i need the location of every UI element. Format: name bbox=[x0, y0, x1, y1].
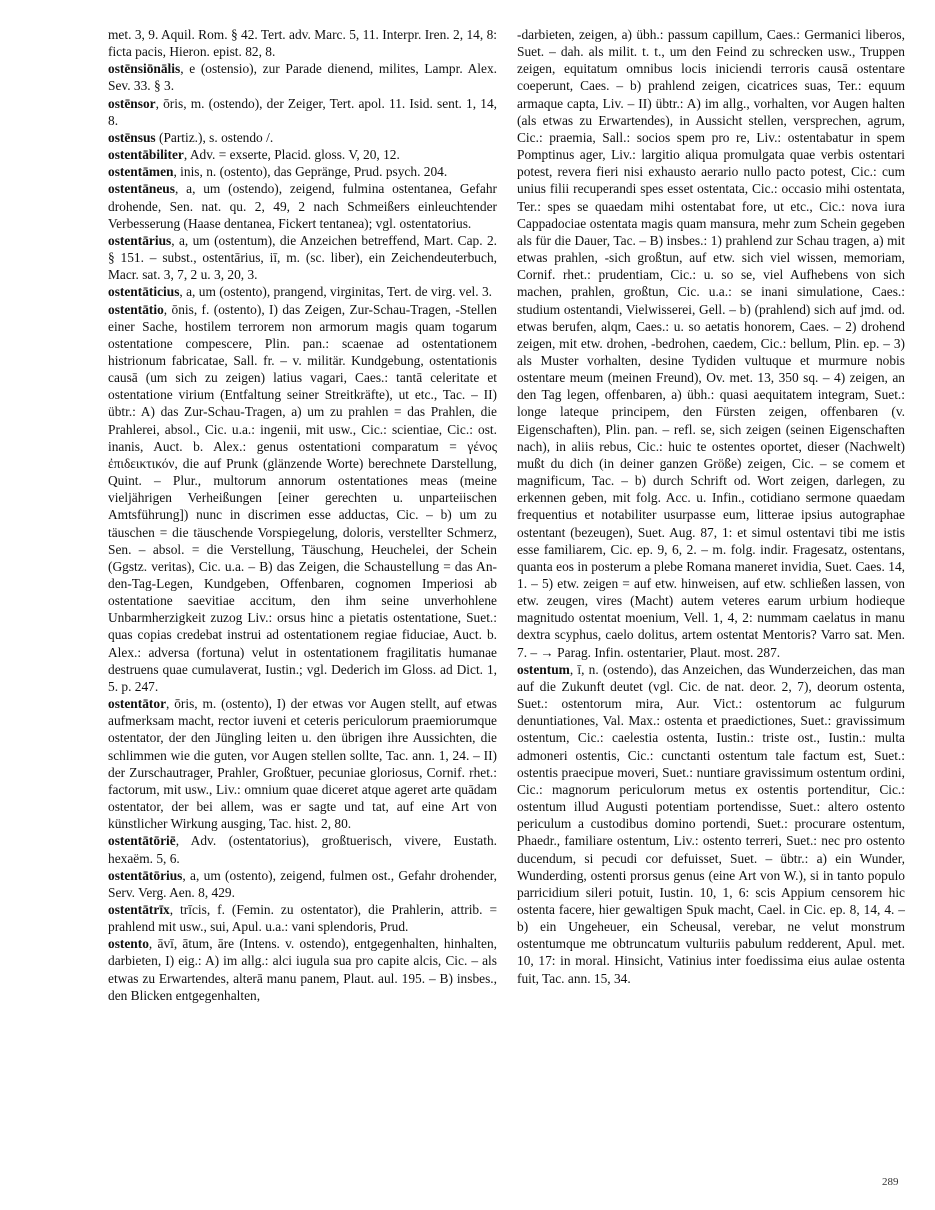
right-column bbox=[517, 26, 905, 987]
headword: ostentātor bbox=[108, 696, 167, 712]
entry bbox=[108, 832, 497, 866]
headword: ostēnsor bbox=[108, 95, 156, 111]
entry bbox=[108, 95, 497, 129]
headword: ostentāmen bbox=[108, 164, 174, 180]
entry-text: , Adv. = exserte, Placid. gloss. V, 20, 12. bbox=[183, 147, 400, 163]
entry-text: , ōnis, f. (ostento), I) das Zeigen, Zur-Schau-Tragen, -Stellen einer Sache, hostilem terrorem non armorum magis quam togarum ostentatione compescere, Plin. pan.: scaenae ad ostentationem histrionum fabricatae, Sall. fr. – v. militär. Kundgebung, ostentationis causā (um sich zu zeigen) latius vagari, Caes.: tantā celeritate et ostentatione virium (Entfaltung seiner Streitkräfte), ut etc., Tac. – II) übtr.: A) das Zur-Schau-Tragen, a) um zu prahlen = das Prahlen, die Prahlerei, absol., Cic. u.a.: ingenii, mit usw., Cic.: scientiae, Cic.: ost. inanis, Auct. b. Alex.: genus ostentationi comparatum = γένος ἐπιδεικτικόν, die auf Prunk (glänzende Worte) berechnete Darstellung, Quint. – Plur., multorum annorum ostentationes meas (meine vieljährigen Verheißungen [einer gerechten u. unparteiischen Amtsführung]) nunc in discrimen esse adductas, Cic. – b) um zu täuschen = die täuschende Vorspiegelung, doloris, verstellter Schmerz, Sen. – absol. = die Verstellung, Täuschung, Heuchelei, der Schein (Ggstz. veritas), Cic. u.a. – B) das Zeigen, die Schaustellung = das An-den-Tag-Legen, Kundgeben, Offenbaren, cognomen Imperiosi ab ostentatione saevitiae accitum, den ihm seine unverhohlene Unbarmherzigkeit zuzog Liv.: orsus hinc a pietatis ostentatione, Suet.: quas copias credebat instrui ad ostentationem regiae fiduciae, Auct. b. Alex.: adversa (fortuna) velut in ostentationem fragilitatis humanae destruens quae cumulaverat, Iustin.; vgl. Dederich im Gloss. ad Dict. 1, 5. p. 247. bbox=[108, 301, 497, 694]
entry bbox=[108, 867, 497, 901]
entry bbox=[517, 661, 905, 987]
headword: ostentāticius bbox=[108, 284, 180, 300]
entry-text: , a, um (ostento), zeigend, fulmen ost., Gefahr drohender, Serv. Verg. Aen. 8, 429. bbox=[108, 867, 497, 900]
entry bbox=[108, 695, 497, 832]
headword: ostentāneus bbox=[108, 181, 175, 197]
entry-text: (Partiz.), s. ostendo /. bbox=[155, 129, 274, 145]
entry-text: , e (ostensio), zur Parade dienend, milites, Lampr. Alex. Sev. 33. § 3. bbox=[108, 61, 497, 94]
entry bbox=[108, 163, 497, 180]
entry bbox=[108, 129, 497, 146]
headword: ostentātōriē bbox=[108, 833, 176, 849]
entry bbox=[108, 283, 497, 300]
headword: ostentārius bbox=[108, 232, 172, 248]
entry-text: , a, um (ostendo), zeigend, fulmina ostentanea, Gefahr drohende, Sen. nat. qu. 2, 49, 2 nach Schmeißers einleuchtender Verbesserung (Haase dentanea, Fickert tentanea); vgl. ostentatorius. bbox=[108, 181, 497, 231]
entry: met. 3, 9. Aquil. Rom. § 42. Tert. adv. Marc. 5, 11. Interpr. Iren. 2, 14, 8: ficta pacis, Hieron. epist. 82, 8. bbox=[108, 27, 497, 60]
entry-text: , ī, n. (ostendo), das Anzeichen, das Wunderzeichen, das man auf die Zukunft deutet (vgl. Cic. de nat. deor. 2, 7), deorum ostenta, Suet.: ostentorum mira, Aur. Vict.: ostentorum ac fulgurum denuntiationes, Val. Max.: ostenta et praedictiones, Suet.: gravissimum ostentum, Cic.: caelestia ostenta, Iustin.: triste ost., Iustin.: multa admoneri ostentis, Cic.: cunctanti ostentum tale factum est, Suet.: ostentis praecipue moveri, Suet.: nuntiare gravissimum ostentum ordini, Cic.: magnorum periculorum metus ex ostentis portenditur, Cic.: ostentum illud Augusti potentiam portendisse, Suet.: altero ostento periculum a custodibus domino portendi, Suet.: procurare ostentum, Phaedr., familiare ostentum, Liv.: ostento terreri, Suet.: nec pro ostento ducendum, si pecudi cor defuisset, Suet. – übtr.: a) ein Wunder, Wunderding, ostenti prorsus genus (eine Art von W.), si in tanto populo parricidium sileri potuit, Iustin. 10, 1, 6: scis Appium censorem hic ostenta facere, hier gewaltigen Spuk macht, Cael. in Cic. ep. 8, 14, 4. – b) ein Ungeheuer, ein Scheusal, verebar, ne velut monstrum ostentumque me obtruncatum vulturiis pabulum redderent, Apul. met. 10, 17: in moral. Hinsicht, Vatinius inter foedissima eius aulae ostenta fuit, Tac. ann. 15, 34. bbox=[517, 661, 905, 986]
entry bbox=[108, 146, 497, 163]
headword: ostēnsus bbox=[108, 129, 156, 145]
headword: ostēnsiōnālis bbox=[108, 61, 181, 77]
headword: ostento bbox=[108, 936, 149, 952]
entry-text: , Adv. (ostentatorius), großtuerisch, vivere, Eustath. hexaëm. 5, 6. bbox=[108, 833, 497, 866]
headword: ostentum bbox=[517, 661, 570, 677]
entry bbox=[108, 901, 497, 935]
entry bbox=[108, 232, 497, 283]
entry-text: , a, um (ostento), prangend, virginitas, Tert. de virg. vel. 3. bbox=[179, 284, 492, 300]
entry bbox=[108, 180, 497, 231]
headword: ostentātōrius bbox=[108, 867, 183, 883]
entry-text: , a, um (ostentum), die Anzeichen betreffend, Mart. Cap. 2. § 151. – subst., ostentārius, iī, m. (sc. liber), ein Zeichendeuterbuch, Macr. sat. 3, 7, 2 u. 3, 20, 3. bbox=[108, 232, 497, 283]
left-column bbox=[108, 26, 497, 1004]
headword: ostentātrīx bbox=[108, 901, 170, 917]
entry-text: , āvī, ātum, āre (Intens. v. ostendo), entgegenhalten, hinhalten, darbieten, I) eig.: A) im allg.: alci iugula sua pro capite alcis, Cic. – als etwas zu Erwartendes, alterā manu panem, Plaut. aul. 195. – B) insbes., den Blicken entgegenhalten, bbox=[108, 936, 497, 1003]
entry-text: , inis, n. (ostento), das Gepränge, Prud. psych. 204. bbox=[173, 164, 448, 180]
entry-text: , trīcis, f. (Femin. zu ostentator), die Prahlerin, attrib. = prahlend mit usw., sui, Apul. u.a.: vani splendoris, Prud. bbox=[108, 901, 497, 935]
page-number: 289 bbox=[882, 1176, 899, 1188]
entry bbox=[108, 60, 497, 94]
headword: ostentābiliter bbox=[108, 147, 184, 163]
entry-text: , ōris, m. (ostento), I) der etwas vor Augen stellt, auf etwas aufmerksam macht, rector iuveni et ceteris periculorum praemiorumque ostentator, der den Jüngling leiten u. den übrigen ihre Aussichten, die schlimmen wie die guten, vor Augen stellen sollte, Tac. ann. 1, 24. – II) der Zurschautrager, Prahler, Großtuer, pecuniae gloriosus, Cornif. rhet.: factorum, mit usw., Liv.: omnium quae diceret atque ageret arte quādam ostentator, der bei allem, was er sagte und tat, auf eine Art von künstlicher Wirkung ausging, Tac. hist. 2, 80. bbox=[108, 696, 497, 832]
entry bbox=[108, 935, 497, 1004]
headword: ostentātio bbox=[108, 301, 164, 317]
entry bbox=[108, 301, 497, 696]
entry: -darbieten, zeigen, a) übh.: passum capillum, Caes.: Germanici liberos, Suet. – dah. als milit. t. t., um den Feind zu schrecken usw., Truppen zeigen, equitatum omnibus locis iniciendi terroris causā ostentare coeperunt, Caes. – b) prahlend zeigen, cicatrices suas, Ter.: equum armaque capta, Liv. – II) übtr.: A) im allg., vorhalten, vor Augen halten (als etwas zu Erwartendes), in Aussicht stellen, versprechen, agrum, Cic.: praemia, Sall.: socios spem pro re, Liv.: ostentabatur in spem Pomptinus ager, Liv.: largitio aliqua promulgata quae verbis ostentari potest, revera fieri nisi exhausto aerario nullo pacto potest, Cic.: cum unius filii recuperandi spes esset ostentata, Cic.: occasio mihi ostentata, Ter.: spes se quaedam mihi ostentabat fore, ut etc., Cic.: nova iura Cappadociae ostentata magis quam mansura, mehr zum Schein gegeben als für die Dauer, Tac. – B) insbes.: 1) prahlend zur Schau tragen, a) mit etwas prahlen, -sich großtun, auf etw. sich viel wissen, memoriam, Cornif. rhet.: prudentiam, Cic.: u. so se, viel Aufhebens von sich machen, prahlen, großtun, Cic. u.a.: se inani simulatione, Caes.: studium ostentandi, Vielwisserei, Gell. – b) (prahlend) sich auf jmd. od. etwas berufen, alqm, Caes.: u. so aetatis honorem, Caes. – 2) drohend zeigen, mit etw. drohen, -bedrohen, caedem, Cic.: bellum, Plin. ep. – 3) als Muster vorhalten, desine Tydiden vultuque et murmure nobis ostentare meum (meinen Freund), Ov. met. 13, 350 sq. – 4) zeigen, an den Tag legen, offenbaren, a) übh.: quasi aequitatem integram, Suet.: longe lateque principem, den Fürsten zeigen, offenbaren (v. Eigenschaften), Plin. pan. – refl. se, sich zeigen (seinen Eigenschaften nach), in aliis rebus, Cic.: huic te ostentes oportet, dieser (Nachwelt) mußt du dich (in deiner ganzen Größe) zeigen, Cic. – se comem et magnificum, Tac. – b) durch Schrift od. Wort zeigen, darlegen, zu erkennen geben, mit folg. Acc. u. Infin., cotidiano sermone quaedam frequentius et notabiliter usurpasse eum, litterae ipsius autographae ostentant (bezeugen), Suet. Aug. 87, 1: et simul ostentavi tibi me istis esse familiarem, Cic. ep. 9, 6, 2. – m. folg. indir. Fragesatz, ostentans, quanta eos in posterum a plebe Romana maneret invidia, Suet. Caes. 14, 1. – 5) etw. zeigen = auf etw. hinweisen, auf etw. schließen lassen, von etw. zeugen, vires (Macht) autem veteres earum urbium hodieque magnitudo ostentat moenium, Vell. 1, 4, 2: nummam caelatus in manu dextra scyphus, caelo dolitus, artem ostentat Mentoris? Varro sat. Men. 7. – → Parag. Infin. ostentarier, Plaut. most. 287. bbox=[517, 27, 905, 660]
entry-text: , ōris, m. (ostendo), der Zeiger, Tert. apol. 11. Isid. sent. 1, 14, 8. bbox=[108, 95, 497, 128]
